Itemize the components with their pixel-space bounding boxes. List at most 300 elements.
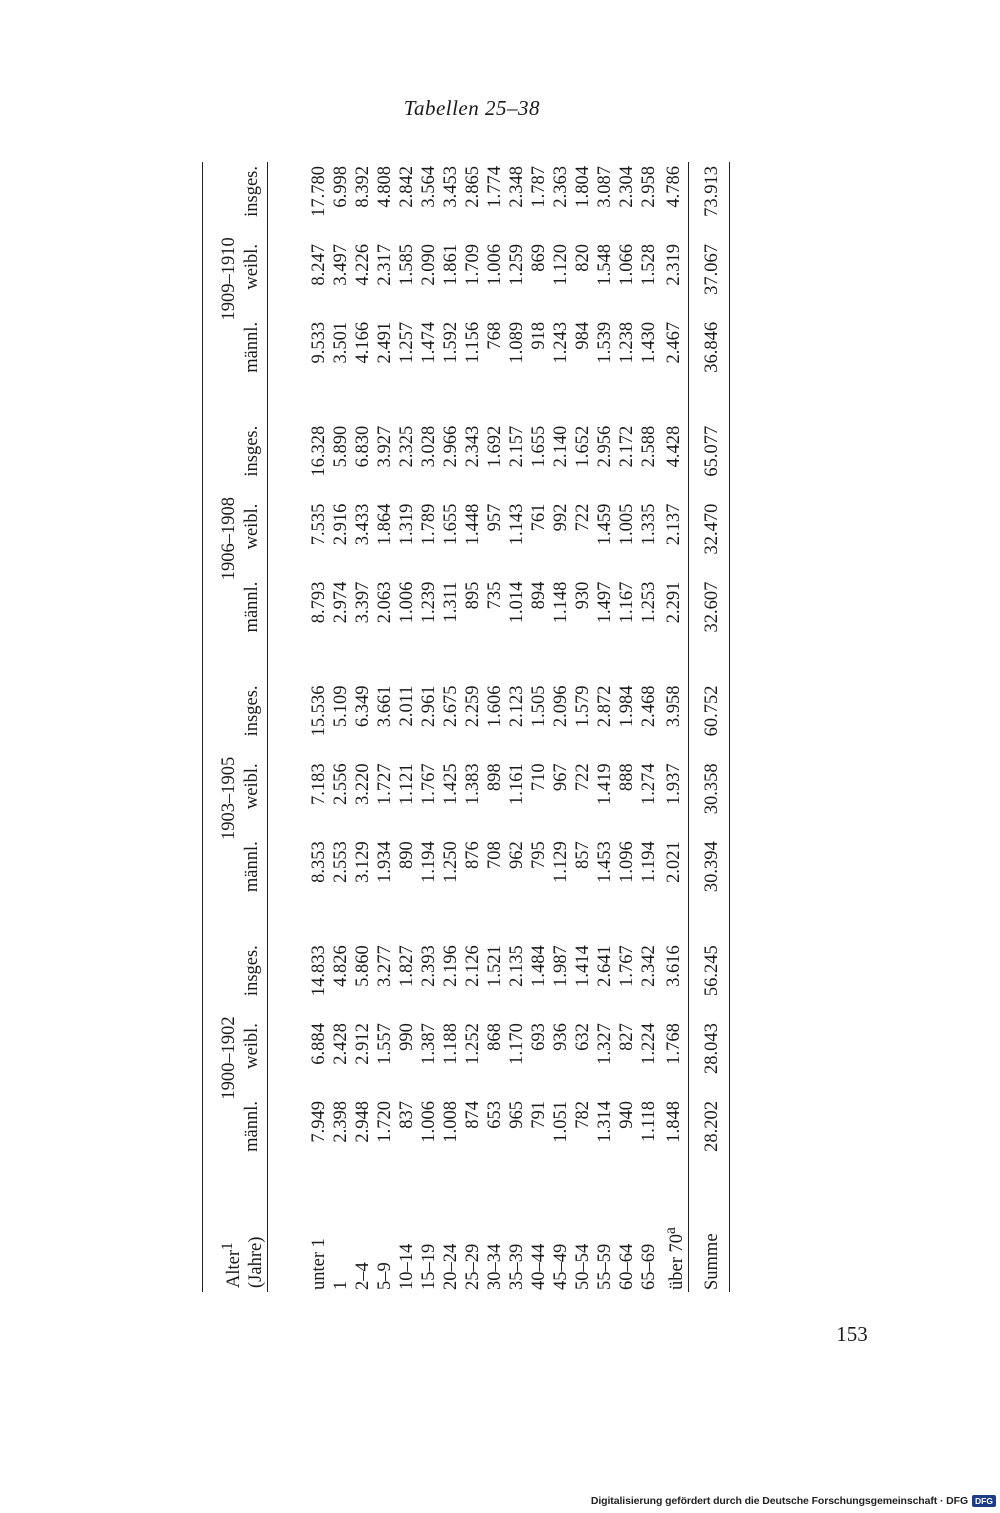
col-header-weibl: weibl. bbox=[242, 503, 263, 550]
value-cell: 1.767 bbox=[419, 763, 440, 805]
value-cell: 1.789 bbox=[419, 503, 440, 546]
table-row bbox=[374, 162, 396, 1292]
value-cell: 1.655 bbox=[441, 503, 462, 546]
value-cell: 1.143 bbox=[507, 503, 528, 546]
value-cell: 2.126 bbox=[463, 945, 484, 987]
value-cell: 984 bbox=[573, 321, 594, 350]
value-cell: 1.121 bbox=[397, 763, 418, 805]
age-cell bbox=[396, 1201, 418, 1292]
age-label: über 70 bbox=[667, 1234, 688, 1290]
age-label: 55–59 bbox=[595, 1243, 616, 1290]
value-cell: 1.430 bbox=[639, 321, 660, 364]
table-row bbox=[440, 162, 462, 1292]
value-cell: 1.089 bbox=[507, 321, 528, 364]
age-label: 15–19 bbox=[419, 1243, 440, 1290]
value-cell: 2.956 bbox=[595, 425, 616, 468]
value-cell: 3.497 bbox=[331, 243, 352, 286]
value-cell: 15.536 bbox=[309, 685, 330, 737]
age-cell bbox=[638, 1201, 660, 1292]
value-cell: 2.319 bbox=[664, 243, 685, 286]
value-cell: 1.243 bbox=[551, 321, 572, 364]
age-cell bbox=[440, 1201, 462, 1292]
value-cell: 761 bbox=[529, 503, 550, 532]
age-label: 30–34 bbox=[485, 1243, 506, 1290]
value-cell: 6.884 bbox=[309, 1023, 330, 1065]
col-header-maennl: männl. bbox=[242, 1101, 263, 1152]
value-cell: 2.675 bbox=[441, 685, 462, 728]
value-cell: 1.005 bbox=[617, 503, 638, 546]
value-cell: 2.393 bbox=[419, 945, 440, 987]
table-row bbox=[506, 162, 528, 1292]
value-cell: 1.937 bbox=[664, 763, 685, 805]
sum-value-cell: 28.043 bbox=[702, 1023, 723, 1074]
value-cell: 965 bbox=[507, 1101, 528, 1129]
age-cell bbox=[616, 1201, 638, 1292]
value-cell: 837 bbox=[397, 1101, 418, 1129]
value-cell: 2.428 bbox=[331, 1023, 352, 1065]
value-cell: 2.021 bbox=[664, 841, 685, 883]
value-cell: 653 bbox=[485, 1101, 506, 1129]
value-cell: 3.501 bbox=[331, 321, 352, 364]
value-cell: 1.419 bbox=[595, 763, 616, 805]
col-header-maennl: männl. bbox=[242, 841, 263, 893]
age-cell bbox=[594, 1201, 616, 1292]
sum-value-cell: 32.470 bbox=[702, 503, 723, 555]
value-cell: 2.090 bbox=[419, 243, 440, 286]
value-cell: 1.414 bbox=[573, 945, 594, 987]
value-cell: 2.961 bbox=[419, 685, 440, 728]
value-cell: 2.398 bbox=[331, 1101, 352, 1143]
value-cell: 3.616 bbox=[664, 945, 685, 987]
value-cell: 1.861 bbox=[441, 243, 462, 286]
value-cell: 2.348 bbox=[507, 166, 528, 208]
value-cell: 1.194 bbox=[419, 841, 440, 883]
age-label: 25–29 bbox=[463, 1243, 484, 1290]
value-cell: 894 bbox=[529, 581, 550, 610]
mortality-table bbox=[202, 162, 732, 1292]
sum-value-cell: 56.245 bbox=[702, 945, 723, 997]
footer-text: Digitalisierung gefördert durch die Deutsche Forschungsgemeinschaft · DFG bbox=[590, 1495, 969, 1507]
period-header: 1906–1908 bbox=[219, 496, 240, 581]
value-cell: 2.317 bbox=[375, 243, 396, 286]
value-cell: 3.397 bbox=[353, 581, 374, 624]
value-cell: 1.787 bbox=[529, 166, 550, 208]
value-cell: 1.497 bbox=[595, 581, 616, 624]
value-cell: 708 bbox=[485, 841, 506, 870]
table-row bbox=[572, 162, 594, 1292]
value-cell: 1.257 bbox=[397, 321, 418, 364]
col-header-maennl: männl. bbox=[242, 581, 263, 633]
col-header-insges: insges. bbox=[242, 166, 263, 217]
table-row bbox=[462, 162, 484, 1292]
value-cell: 3.220 bbox=[353, 763, 374, 805]
value-cell: 1.194 bbox=[639, 841, 660, 883]
page-header: Tabellen 25–38 bbox=[403, 96, 540, 120]
value-cell: 1.767 bbox=[617, 945, 638, 987]
value-cell: 890 bbox=[397, 841, 418, 870]
value-cell: 2.966 bbox=[441, 425, 462, 468]
value-cell: 8.392 bbox=[353, 166, 374, 208]
value-cell: 918 bbox=[529, 321, 550, 350]
sum-value-cell: 32.607 bbox=[702, 581, 723, 633]
value-cell: 1.585 bbox=[397, 243, 418, 286]
value-cell: 3.433 bbox=[353, 503, 374, 546]
value-cell: 936 bbox=[551, 1023, 572, 1051]
value-cell: 1.548 bbox=[595, 243, 616, 286]
value-cell: 710 bbox=[529, 763, 550, 792]
table-row bbox=[594, 162, 616, 1292]
age-cell bbox=[484, 1201, 506, 1292]
age-label: 65–69 bbox=[639, 1243, 660, 1290]
value-cell: 1.014 bbox=[507, 581, 528, 624]
age-label: unter 1 bbox=[309, 1238, 330, 1290]
value-cell: 2.135 bbox=[507, 945, 528, 987]
value-cell: 1.120 bbox=[551, 243, 572, 286]
value-cell: 1.652 bbox=[573, 425, 594, 468]
value-cell: 2.467 bbox=[664, 321, 685, 364]
sum-value-cell: 65.077 bbox=[702, 425, 723, 477]
col-header-maennl: männl. bbox=[242, 321, 263, 373]
value-cell: 1.274 bbox=[639, 763, 660, 805]
value-cell: 2.553 bbox=[331, 841, 352, 883]
value-cell: 3.927 bbox=[375, 425, 396, 468]
value-cell: 3.958 bbox=[664, 685, 685, 728]
value-cell: 1.848 bbox=[664, 1101, 685, 1143]
age-label: 50–54 bbox=[573, 1243, 594, 1290]
value-cell: 4.166 bbox=[353, 321, 374, 364]
value-cell: 940 bbox=[617, 1101, 638, 1129]
value-cell: 1.129 bbox=[551, 841, 572, 883]
value-cell: 2.556 bbox=[331, 763, 352, 805]
value-cell: 1.250 bbox=[441, 841, 462, 883]
age-label: 20–24 bbox=[441, 1243, 462, 1290]
age-cell bbox=[660, 1201, 689, 1292]
footer bbox=[0, 1490, 1000, 1512]
period-header: 1900–1902 bbox=[219, 1016, 240, 1100]
value-cell: 6.349 bbox=[353, 685, 374, 728]
value-cell: 1.096 bbox=[617, 841, 638, 883]
value-cell: 1.528 bbox=[639, 243, 660, 286]
value-cell: 3.129 bbox=[353, 841, 374, 883]
value-cell: 1.453 bbox=[595, 841, 616, 883]
age-label: 35–39 bbox=[507, 1243, 528, 1290]
value-cell: 9.533 bbox=[309, 321, 330, 364]
value-cell: 2.958 bbox=[639, 166, 660, 208]
value-cell: 1.188 bbox=[441, 1023, 462, 1065]
age-cell bbox=[308, 1201, 330, 1292]
value-cell: 868 bbox=[485, 1023, 506, 1051]
value-cell: 735 bbox=[485, 581, 506, 610]
age-label: 10–14 bbox=[397, 1243, 418, 1290]
sum-value-cell: 60.752 bbox=[702, 685, 723, 737]
value-cell: 4.808 bbox=[375, 166, 396, 208]
value-cell: 14.833 bbox=[309, 945, 330, 997]
value-cell: 1.156 bbox=[463, 321, 484, 364]
age-header-footnote: 1 bbox=[219, 1242, 236, 1250]
value-cell: 4.226 bbox=[353, 243, 374, 286]
value-cell: 1.425 bbox=[441, 763, 462, 805]
value-cell: 2.172 bbox=[617, 425, 638, 468]
age-label: 40–44 bbox=[529, 1243, 550, 1290]
age-label: 1 bbox=[331, 1280, 352, 1290]
value-cell: 1.557 bbox=[375, 1023, 396, 1065]
value-cell: 791 bbox=[529, 1101, 550, 1129]
value-cell: 1.827 bbox=[397, 945, 418, 987]
age-cell bbox=[550, 1201, 572, 1292]
table-row bbox=[660, 162, 689, 1292]
value-cell: 1.592 bbox=[441, 321, 462, 364]
table-row bbox=[396, 162, 418, 1292]
value-cell: 3.087 bbox=[595, 166, 616, 208]
value-cell: 7.949 bbox=[309, 1101, 330, 1143]
page-number: 153 bbox=[836, 1322, 868, 1346]
value-cell: 1.335 bbox=[639, 503, 660, 546]
sum-value-cell: 30.394 bbox=[702, 841, 723, 893]
value-cell: 2.304 bbox=[617, 166, 638, 208]
value-cell: 2.491 bbox=[375, 321, 396, 364]
value-cell: 962 bbox=[507, 841, 528, 870]
value-cell: 693 bbox=[529, 1023, 550, 1051]
age-cell bbox=[330, 1201, 352, 1292]
value-cell: 1.459 bbox=[595, 503, 616, 546]
value-cell: 1.727 bbox=[375, 763, 396, 805]
value-cell: 2.342 bbox=[639, 945, 660, 987]
table-row bbox=[616, 162, 638, 1292]
value-cell: 3.028 bbox=[419, 425, 440, 468]
value-cell: 1.387 bbox=[419, 1023, 440, 1065]
value-cell: 5.890 bbox=[331, 425, 352, 468]
sum-row bbox=[701, 162, 730, 1292]
col-header-insges: insges. bbox=[242, 425, 263, 477]
col-header-insges: insges. bbox=[242, 685, 263, 737]
value-cell: 827 bbox=[617, 1023, 638, 1051]
col-header-insges: insges. bbox=[242, 945, 263, 997]
value-cell: 992 bbox=[551, 503, 572, 532]
sex-header-row bbox=[240, 162, 268, 1292]
value-cell: 1.319 bbox=[397, 503, 418, 546]
value-cell: 1.655 bbox=[529, 425, 550, 468]
value-cell: 2.157 bbox=[507, 425, 528, 468]
value-cell: 1.804 bbox=[573, 166, 594, 208]
sum-value-cell: 36.846 bbox=[702, 321, 723, 373]
value-cell: 1.448 bbox=[463, 503, 484, 546]
value-cell: 7.535 bbox=[309, 503, 330, 546]
value-cell: 8.353 bbox=[309, 841, 330, 883]
value-cell: 2.196 bbox=[441, 945, 462, 987]
sum-value-cell: 37.067 bbox=[702, 243, 723, 295]
value-cell: 1.539 bbox=[595, 321, 616, 364]
value-cell: 1.474 bbox=[419, 321, 440, 364]
table-row bbox=[550, 162, 572, 1292]
age-footnote: a bbox=[662, 1227, 680, 1234]
value-cell: 1.579 bbox=[573, 685, 594, 728]
value-cell: 876 bbox=[463, 841, 484, 870]
value-cell: 2.140 bbox=[551, 425, 572, 468]
age-label: 5–9 bbox=[375, 1262, 396, 1290]
age-label: 2–4 bbox=[353, 1262, 374, 1290]
value-cell: 1.984 bbox=[617, 685, 638, 728]
age-header-label: Alter bbox=[224, 1249, 245, 1288]
value-cell: 888 bbox=[617, 763, 638, 792]
value-cell: 782 bbox=[573, 1101, 594, 1129]
age-label: 60–64 bbox=[617, 1243, 638, 1290]
value-cell: 1.006 bbox=[419, 1101, 440, 1143]
value-cell: 1.484 bbox=[529, 945, 550, 987]
value-cell: 4.826 bbox=[331, 945, 352, 987]
value-cell: 2.865 bbox=[463, 166, 484, 208]
value-cell: 1.774 bbox=[485, 166, 506, 208]
value-cell: 2.912 bbox=[353, 1023, 374, 1065]
age-cell bbox=[374, 1201, 396, 1292]
value-cell: 8.247 bbox=[309, 243, 330, 286]
value-cell: 990 bbox=[397, 1023, 418, 1051]
table-row bbox=[418, 162, 440, 1292]
value-cell: 1.008 bbox=[441, 1101, 462, 1143]
dfg-logo: DFG bbox=[972, 1495, 996, 1507]
value-cell: 957 bbox=[485, 503, 506, 532]
value-cell: 8.793 bbox=[309, 581, 330, 624]
table-body bbox=[268, 162, 733, 1292]
period-header-row bbox=[213, 162, 240, 1292]
table-row bbox=[638, 162, 660, 1292]
value-cell: 17.780 bbox=[309, 166, 330, 217]
sum-value-cell: 30.358 bbox=[702, 763, 723, 815]
value-cell: 1.066 bbox=[617, 243, 638, 286]
value-cell: 795 bbox=[529, 841, 550, 870]
value-cell: 869 bbox=[529, 243, 550, 272]
period-header: 1903–1905 bbox=[219, 756, 240, 840]
value-cell: 1.720 bbox=[375, 1101, 396, 1143]
value-cell: 16.328 bbox=[309, 425, 330, 477]
age-cell bbox=[352, 1201, 374, 1292]
value-cell: 1.987 bbox=[551, 945, 572, 987]
sum-label: Summe bbox=[702, 1233, 723, 1290]
value-cell: 930 bbox=[573, 581, 594, 610]
value-cell: 1.606 bbox=[485, 685, 506, 728]
value-cell: 1.238 bbox=[617, 321, 638, 364]
value-cell: 2.916 bbox=[331, 503, 352, 546]
value-cell: 722 bbox=[573, 763, 594, 792]
value-cell: 1.006 bbox=[397, 581, 418, 624]
value-cell: 1.167 bbox=[617, 581, 638, 624]
value-cell: 4.786 bbox=[664, 166, 685, 208]
value-cell: 1.170 bbox=[507, 1023, 528, 1065]
value-cell: 1.259 bbox=[507, 243, 528, 286]
value-cell: 898 bbox=[485, 763, 506, 792]
value-cell: 2.011 bbox=[397, 685, 418, 727]
value-cell: 2.948 bbox=[353, 1101, 374, 1143]
age-cell bbox=[572, 1201, 594, 1292]
age-column-header bbox=[213, 1201, 268, 1292]
value-cell: 1.161 bbox=[507, 763, 528, 805]
value-cell: 4.428 bbox=[664, 425, 685, 468]
value-cell: 1.768 bbox=[664, 1023, 685, 1065]
value-cell: 2.641 bbox=[595, 945, 616, 987]
sum-value-cell: 28.202 bbox=[702, 1101, 723, 1152]
value-cell: 1.692 bbox=[485, 425, 506, 468]
age-cell bbox=[506, 1201, 528, 1292]
value-cell: 1.252 bbox=[463, 1023, 484, 1065]
value-cell: 2.096 bbox=[551, 685, 572, 728]
value-cell: 1.051 bbox=[551, 1101, 572, 1143]
value-cell: 3.277 bbox=[375, 945, 396, 987]
table-row bbox=[308, 162, 330, 1292]
value-cell: 3.661 bbox=[375, 685, 396, 728]
age-cell bbox=[462, 1201, 484, 1292]
value-cell: 2.842 bbox=[397, 166, 418, 208]
value-cell: 1.864 bbox=[375, 503, 396, 546]
value-cell: 1.253 bbox=[639, 581, 660, 624]
value-cell: 2.123 bbox=[507, 685, 528, 728]
value-cell: 2.363 bbox=[551, 166, 572, 208]
value-cell: 5.860 bbox=[353, 945, 374, 987]
sum-value-cell: 73.913 bbox=[702, 166, 723, 217]
value-cell: 5.109 bbox=[331, 685, 352, 728]
value-cell: 6.998 bbox=[331, 166, 352, 208]
table-row bbox=[528, 162, 550, 1292]
age-header-unit: (Jahre) bbox=[246, 1236, 267, 1288]
value-cell: 1.505 bbox=[529, 685, 550, 728]
value-cell: 3.564 bbox=[419, 166, 440, 208]
value-cell: 967 bbox=[551, 763, 572, 792]
value-cell: 1.224 bbox=[639, 1023, 660, 1065]
value-cell: 857 bbox=[573, 841, 594, 870]
value-cell: 2.974 bbox=[331, 581, 352, 624]
value-cell: 6.830 bbox=[353, 425, 374, 468]
value-cell: 2.291 bbox=[664, 581, 685, 624]
value-cell: 1.327 bbox=[595, 1023, 616, 1065]
value-cell: 7.183 bbox=[309, 763, 330, 805]
value-cell: 2.468 bbox=[639, 685, 660, 728]
col-header-weibl: weibl. bbox=[242, 763, 263, 810]
value-cell: 895 bbox=[463, 581, 484, 610]
value-cell: 2.343 bbox=[463, 425, 484, 468]
value-cell: 1.118 bbox=[639, 1101, 660, 1142]
table-row bbox=[330, 162, 352, 1292]
value-cell: 722 bbox=[573, 503, 594, 532]
table-stage bbox=[202, 162, 762, 1292]
age-cell bbox=[528, 1201, 550, 1292]
value-cell: 1.314 bbox=[595, 1101, 616, 1143]
age-cell bbox=[418, 1201, 440, 1292]
value-cell: 3.453 bbox=[441, 166, 462, 208]
value-cell: 632 bbox=[573, 1023, 594, 1051]
value-cell: 1.383 bbox=[463, 763, 484, 805]
age-label: 45–49 bbox=[551, 1243, 572, 1290]
rotated-table-wrapper bbox=[202, 162, 762, 1292]
value-cell: 2.325 bbox=[397, 425, 418, 468]
col-header-weibl: weibl. bbox=[242, 243, 263, 290]
value-cell: 1.239 bbox=[419, 581, 440, 624]
value-cell: 1.006 bbox=[485, 243, 506, 286]
value-cell: 1.311 bbox=[441, 581, 462, 623]
value-cell: 1.521 bbox=[485, 945, 506, 987]
value-cell: 1.934 bbox=[375, 841, 396, 883]
value-cell: 2.063 bbox=[375, 581, 396, 624]
period-header: 1909–1910 bbox=[219, 237, 240, 321]
value-cell: 1.148 bbox=[551, 581, 572, 624]
value-cell: 1.709 bbox=[463, 243, 484, 286]
value-cell: 2.259 bbox=[463, 685, 484, 728]
col-header-weibl: weibl. bbox=[242, 1023, 263, 1069]
value-cell: 768 bbox=[485, 321, 506, 350]
value-cell: 2.137 bbox=[664, 503, 685, 546]
value-cell: 2.872 bbox=[595, 685, 616, 728]
table-row bbox=[484, 162, 506, 1292]
value-cell: 2.588 bbox=[639, 425, 660, 468]
table-row bbox=[352, 162, 374, 1292]
value-cell: 874 bbox=[463, 1101, 484, 1129]
